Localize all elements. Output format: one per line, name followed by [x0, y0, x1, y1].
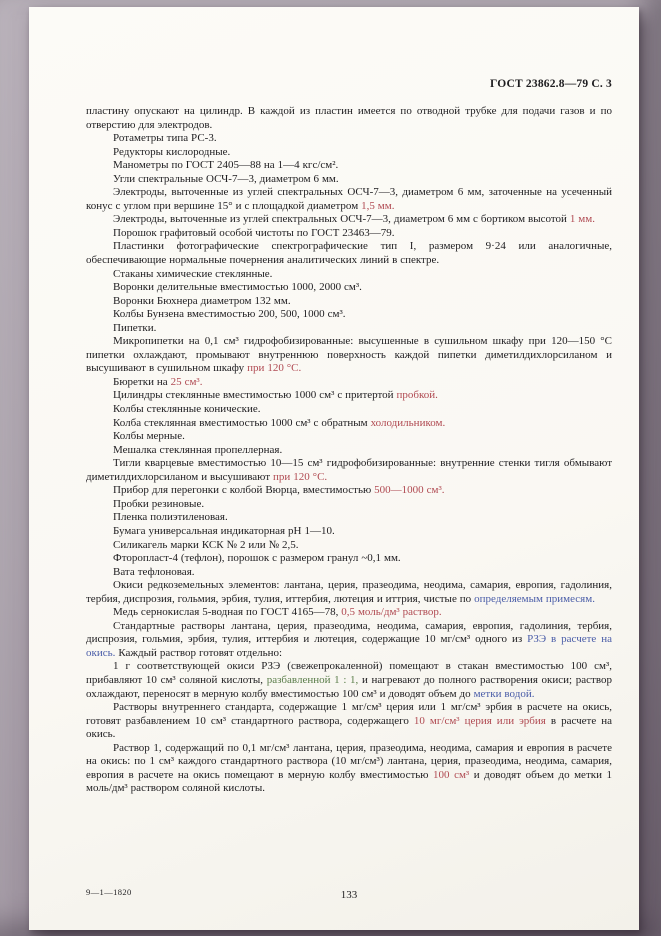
text-segment: в расчете на окись. [86, 714, 612, 741]
text-segment: Тигли кварцевые вместимостью 10—15 см³ гидрофобизированные: внутренние стенки тигля обмывают диметилдихлорсиланом и высушивают [86, 457, 612, 483]
text-segment: Пластинки фотографические спектрографические тип I, размером 9·24 или аналогичные, обеспечивающие нормальные почернения аналитических линий в спектре. [86, 240, 612, 267]
paragraph [86, 484, 612, 498]
paragraph [86, 539, 612, 553]
text-segment: 1 мм. [569, 213, 595, 226]
text-segment: Фторопласт-4 (тефлон), порошок с размером гранул ~0,1 мм. [113, 552, 401, 565]
text-segment: Воронки Бюхнера диаметром 132 мм. [113, 294, 291, 307]
text-segment: 100 см³ [433, 768, 470, 781]
paragraph [86, 579, 612, 606]
text-segment: 1 г соответствующей окиси РЗЭ (свежепрокаленной) помещают в стакан вместимостью 100 см³, прибавляют 10 см³ соляной кислоты, [86, 660, 612, 686]
paragraph [86, 552, 612, 566]
text-segment: Силикагель марки КСК № 2 или № 2,5. [113, 538, 299, 551]
paragraph [86, 403, 612, 417]
text-segment: Порошок графитовый особой чистоты по ГОСТ 23463—79. [113, 226, 395, 239]
text-segment: пробкой. [396, 389, 438, 402]
text-segment: Бумага универсальная индикаторная pH 1—10. [113, 524, 335, 537]
paragraph [86, 281, 612, 295]
paragraph [86, 213, 612, 227]
paragraph [86, 308, 612, 322]
text-segment: определяемым примесям. [474, 592, 595, 605]
text-segment: Мешалка стеклянная пропеллерная. [113, 443, 283, 456]
paragraph [86, 389, 612, 403]
text-segment: Бюретки на [113, 375, 171, 388]
paragraph [86, 173, 612, 187]
text-segment: Манометры по ГОСТ 2405—88 на 1—4 кгс/см². [113, 159, 339, 172]
paragraph [86, 701, 612, 742]
text-segment: Каждый раствор готовят отдельно: [115, 646, 283, 659]
text-segment: Раствор 1, содержащий по 0,1 мг/см³ лантана, церия, празеодима, неодима, самария и европия в расчете на окись: по 1 см³ каждого стандартного раствора (10 мг/см³) лантана, церия, празеодима, неодима, самария, европия в расчете на окись помещают в мерную колбу вместимостью [86, 741, 612, 781]
text-segment: Прибор для перегонки с колбой Вюрца, вместимостью [113, 484, 375, 497]
text-segment: Электроды, выточенные из углей спектральных ОСЧ-7—3, диаметром 6 мм, заточенные на усеченный конус с углом при вершине 15° и с площадкой диаметром [86, 186, 612, 212]
text-segment: Колбы стеклянные конические. [113, 403, 261, 416]
paragraph [86, 620, 612, 661]
paragraph [86, 606, 612, 620]
paragraph [86, 105, 612, 132]
paragraph [86, 444, 612, 458]
text-segment: Пипетки. [113, 321, 157, 334]
text-segment: холодильником. [370, 416, 446, 429]
page-number: 133 [340, 889, 358, 901]
text-segment: Вата тефлоновая. [113, 565, 195, 578]
text-segment: Колбы мерные. [113, 430, 185, 443]
text-segment: Стандартные растворы лантана, церия, празеодима, неодима, самария, европия, гадолиния, тербия, диспрозия, гольмия, эрбия, тулия, иттербия и лютеция, содержащие 10 мг/см³ одного из [86, 619, 612, 646]
document-page [29, 7, 639, 930]
text-segment: Редукторы кислородные. [113, 145, 231, 158]
paragraph [86, 742, 612, 796]
text-segment: Пленка полиэтиленовая. [113, 511, 228, 524]
paragraph [86, 186, 612, 213]
text-segment: РЗЭ в расчете на окись. [86, 633, 612, 659]
text-segment: метки водой. [473, 687, 535, 700]
paragraph [86, 566, 612, 580]
paragraph [86, 159, 612, 173]
text-segment: Колбы Бунзена вместимостью 200, 500, 1000 см³. [113, 308, 346, 321]
text-segment: 10 мг/см³ церия или эрбия [413, 714, 546, 727]
text-segment: Ротаметры типа РС-3. [113, 132, 217, 145]
text-segment: Колба стеклянная вместимостью 1000 см³ с обратным [113, 416, 371, 429]
paragraph [86, 295, 612, 309]
paragraph [86, 268, 612, 282]
paragraph [86, 660, 612, 701]
paragraph [86, 322, 612, 336]
paragraph [86, 227, 612, 241]
text-segment: Воронки делительные вместимостью 1000, 2000 см³. [113, 281, 362, 294]
text-segment: Угли спектральные ОСЧ-7—3, диаметром 6 мм. [113, 172, 339, 185]
text-segment: Растворы внутреннего стандарта, содержащие 1 мг/см³ церия или 1 мг/см³ эрбия в расчете на окись, готовят разбавлением 10 см³ стандартного раствора, содержащего [86, 701, 612, 727]
paragraph [86, 376, 612, 390]
text-segment: Окиси редкоземельных элементов: лантана, церия, празеодима, неодима, самария, европия, гадолиния, тербия, диспрозия, гольмия, эрбия, тулия, иттербия, лютеция и иттрия, чистые по [86, 579, 612, 605]
paragraph [86, 240, 612, 267]
text-segment: разбавленной 1 : 1, [266, 673, 359, 686]
text-segment: при 120 °С. [247, 362, 302, 375]
paragraph [86, 417, 612, 431]
paragraph [86, 511, 612, 525]
paragraph [86, 146, 612, 160]
print-order-code: 9—1—1820 [86, 887, 132, 897]
text-segment: пластину опускают на цилиндр. В каждой из пластин имеется по отводной трубке для подачи газов и по отверстию для электродов. [86, 105, 612, 131]
text-segment: и нагревают до полного растворения окиси; раствор охлаждают, переносят в мерную колбу вместимостью 100 см³ и доводят объем до [86, 673, 612, 700]
paragraph [86, 430, 612, 444]
paragraph [86, 457, 612, 484]
paragraph [86, 498, 612, 512]
text-segment: Медь сернокислая 5-водная по ГОСТ 4165—78, [113, 606, 342, 619]
text-segment: Микропипетки на 0,1 см³ гидрофобизированные: высушенные в сушильном шкафу при 120—150 °С пипетки охлаждают, промывают внутреннюю поверхность каждой пипетки диметилдихлорсиланом и высушивают в сушильном шкафу [86, 335, 612, 375]
paragraph [86, 132, 612, 146]
text-segment: 0,5 моль/дм³ раствор. [341, 606, 442, 619]
text-segment: Стаканы химические стеклянные. [113, 267, 273, 280]
doc-reference: ГОСТ 23862.8—79 С. 3 [489, 78, 612, 90]
text-segment: 1,5 мм. [361, 199, 395, 212]
page-header [86, 78, 612, 90]
text-segment: при 120 °С. [273, 470, 328, 483]
text-segment: Пробки резиновые. [113, 497, 205, 510]
text-segment: и доводят объем до метки 1 моль/дм³ раствором соляной кислоты. [86, 768, 613, 795]
paragraph [86, 335, 612, 376]
text-segment: 500—1000 см³. [374, 484, 445, 497]
paragraph [86, 525, 612, 539]
text-segment: Цилиндры стеклянные вместимостью 1000 см³ с притертой [113, 389, 397, 402]
text-segment: Электроды, выточенные из углей спектральных ОСЧ-7—3, диаметром 6 мм с бортиком высотой [113, 213, 570, 226]
document-body [86, 105, 612, 796]
text-segment: 25 см³. [170, 375, 203, 388]
